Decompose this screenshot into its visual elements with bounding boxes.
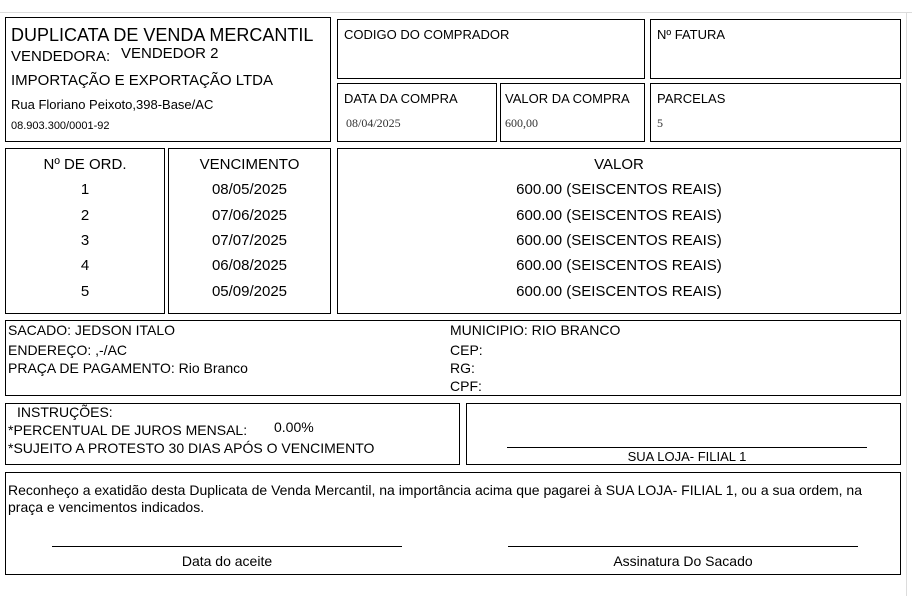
purchase-value-label: VALOR DA COMPRA xyxy=(505,91,630,106)
installment-order: 3 xyxy=(80,232,90,249)
protest-notice: *SUJEITO A PROTESTO 30 DIAS APÓS O VENCIMENTO xyxy=(8,440,375,456)
company-name: IMPORTAÇÃO E EXPORTAÇÃO LTDA xyxy=(11,72,273,89)
buyer-code-label: CODIGO DO COMPRADOR xyxy=(344,27,510,42)
drawee-rg: RG: xyxy=(450,360,475,376)
purchase-date-label: DATA DA COMPRA xyxy=(344,91,458,106)
installment-value: 600.00 (SEISCENTOS REAIS) xyxy=(516,283,722,300)
acceptance-text: Reconheço a exatidão desta Duplicata de Venda Mercantil, na importância acima que pagarei à SUA LOJA- FILIAL 1, ou a sua ordem, na praça e vencimentos indicados. xyxy=(8,482,862,515)
document-title: DUPLICATA DE VENDA MERCANTIL xyxy=(11,25,314,45)
installment-due-date: 07/06/2025 xyxy=(211,207,288,224)
drawee-cpf: CPF: xyxy=(450,378,482,394)
installments-count-label: PARCELAS xyxy=(657,91,726,106)
instructions-title: INSTRUÇÕES: xyxy=(17,404,113,420)
order-column-header: Nº DE ORD. xyxy=(43,156,127,173)
installment-order: 1 xyxy=(80,181,90,198)
acceptance-date-line xyxy=(52,546,402,547)
company-address: Rua Floriano Peixoto,398-Base/AC xyxy=(11,97,214,112)
installment-due-date: 07/07/2025 xyxy=(211,232,288,249)
value-column-header: VALOR xyxy=(594,156,644,173)
interest-value: 0.00% xyxy=(274,419,314,435)
drawee-cep: CEP: xyxy=(450,342,483,358)
seller-name: VENDEDOR 2 xyxy=(121,45,219,62)
interest-label: *PERCENTUAL DE JUROS MENSAL: xyxy=(8,422,248,438)
page-right-divider xyxy=(906,12,907,596)
invoice-label: Nº FATURA xyxy=(657,27,726,42)
installment-due-date: 06/08/2025 xyxy=(211,257,288,274)
installment-value: 600.00 (SEISCENTOS REAIS) xyxy=(516,257,722,274)
store-signature-label: SUA LOJA- FILIAL 1 xyxy=(627,449,747,464)
installments-count-value: 5 xyxy=(657,116,663,130)
installment-value: 600.00 (SEISCENTOS REAIS) xyxy=(516,207,722,224)
due-column-header: VENCIMENTO xyxy=(199,156,300,173)
store-signature-line xyxy=(507,447,867,448)
drawee-name: SACADO: JEDSON ITALO xyxy=(8,322,175,338)
installment-value: 600.00 (SEISCENTOS REAIS) xyxy=(516,181,722,198)
drawee-signature-line xyxy=(508,546,858,547)
drawee-municipality: MUNICIPIO: RIO BRANCO xyxy=(450,322,621,338)
drawee-payment-place: PRAÇA DE PAGAMENTO: Rio Branco xyxy=(8,360,248,376)
drawee-address: ENDEREÇO: ,-/AC xyxy=(8,342,128,358)
installment-order: 5 xyxy=(80,283,90,300)
installment-value: 600.00 (SEISCENTOS REAIS) xyxy=(516,232,722,249)
installment-order: 2 xyxy=(80,207,90,224)
installment-order: 4 xyxy=(80,257,90,274)
purchase-value-value: 600,00 xyxy=(505,116,538,130)
installment-due-date: 08/05/2025 xyxy=(211,181,288,198)
acceptance-date-label: Data do aceite xyxy=(181,553,273,569)
page-top-divider xyxy=(0,12,912,13)
company-cnpj: 08.903.300/0001-92 xyxy=(11,120,110,132)
drawee-signature-label: Assinatura Do Sacado xyxy=(613,553,753,569)
installment-due-date: 05/09/2025 xyxy=(211,283,288,300)
purchase-date-value: 08/04/2025 xyxy=(346,116,401,130)
seller-label: VENDEDORA: xyxy=(11,48,111,65)
